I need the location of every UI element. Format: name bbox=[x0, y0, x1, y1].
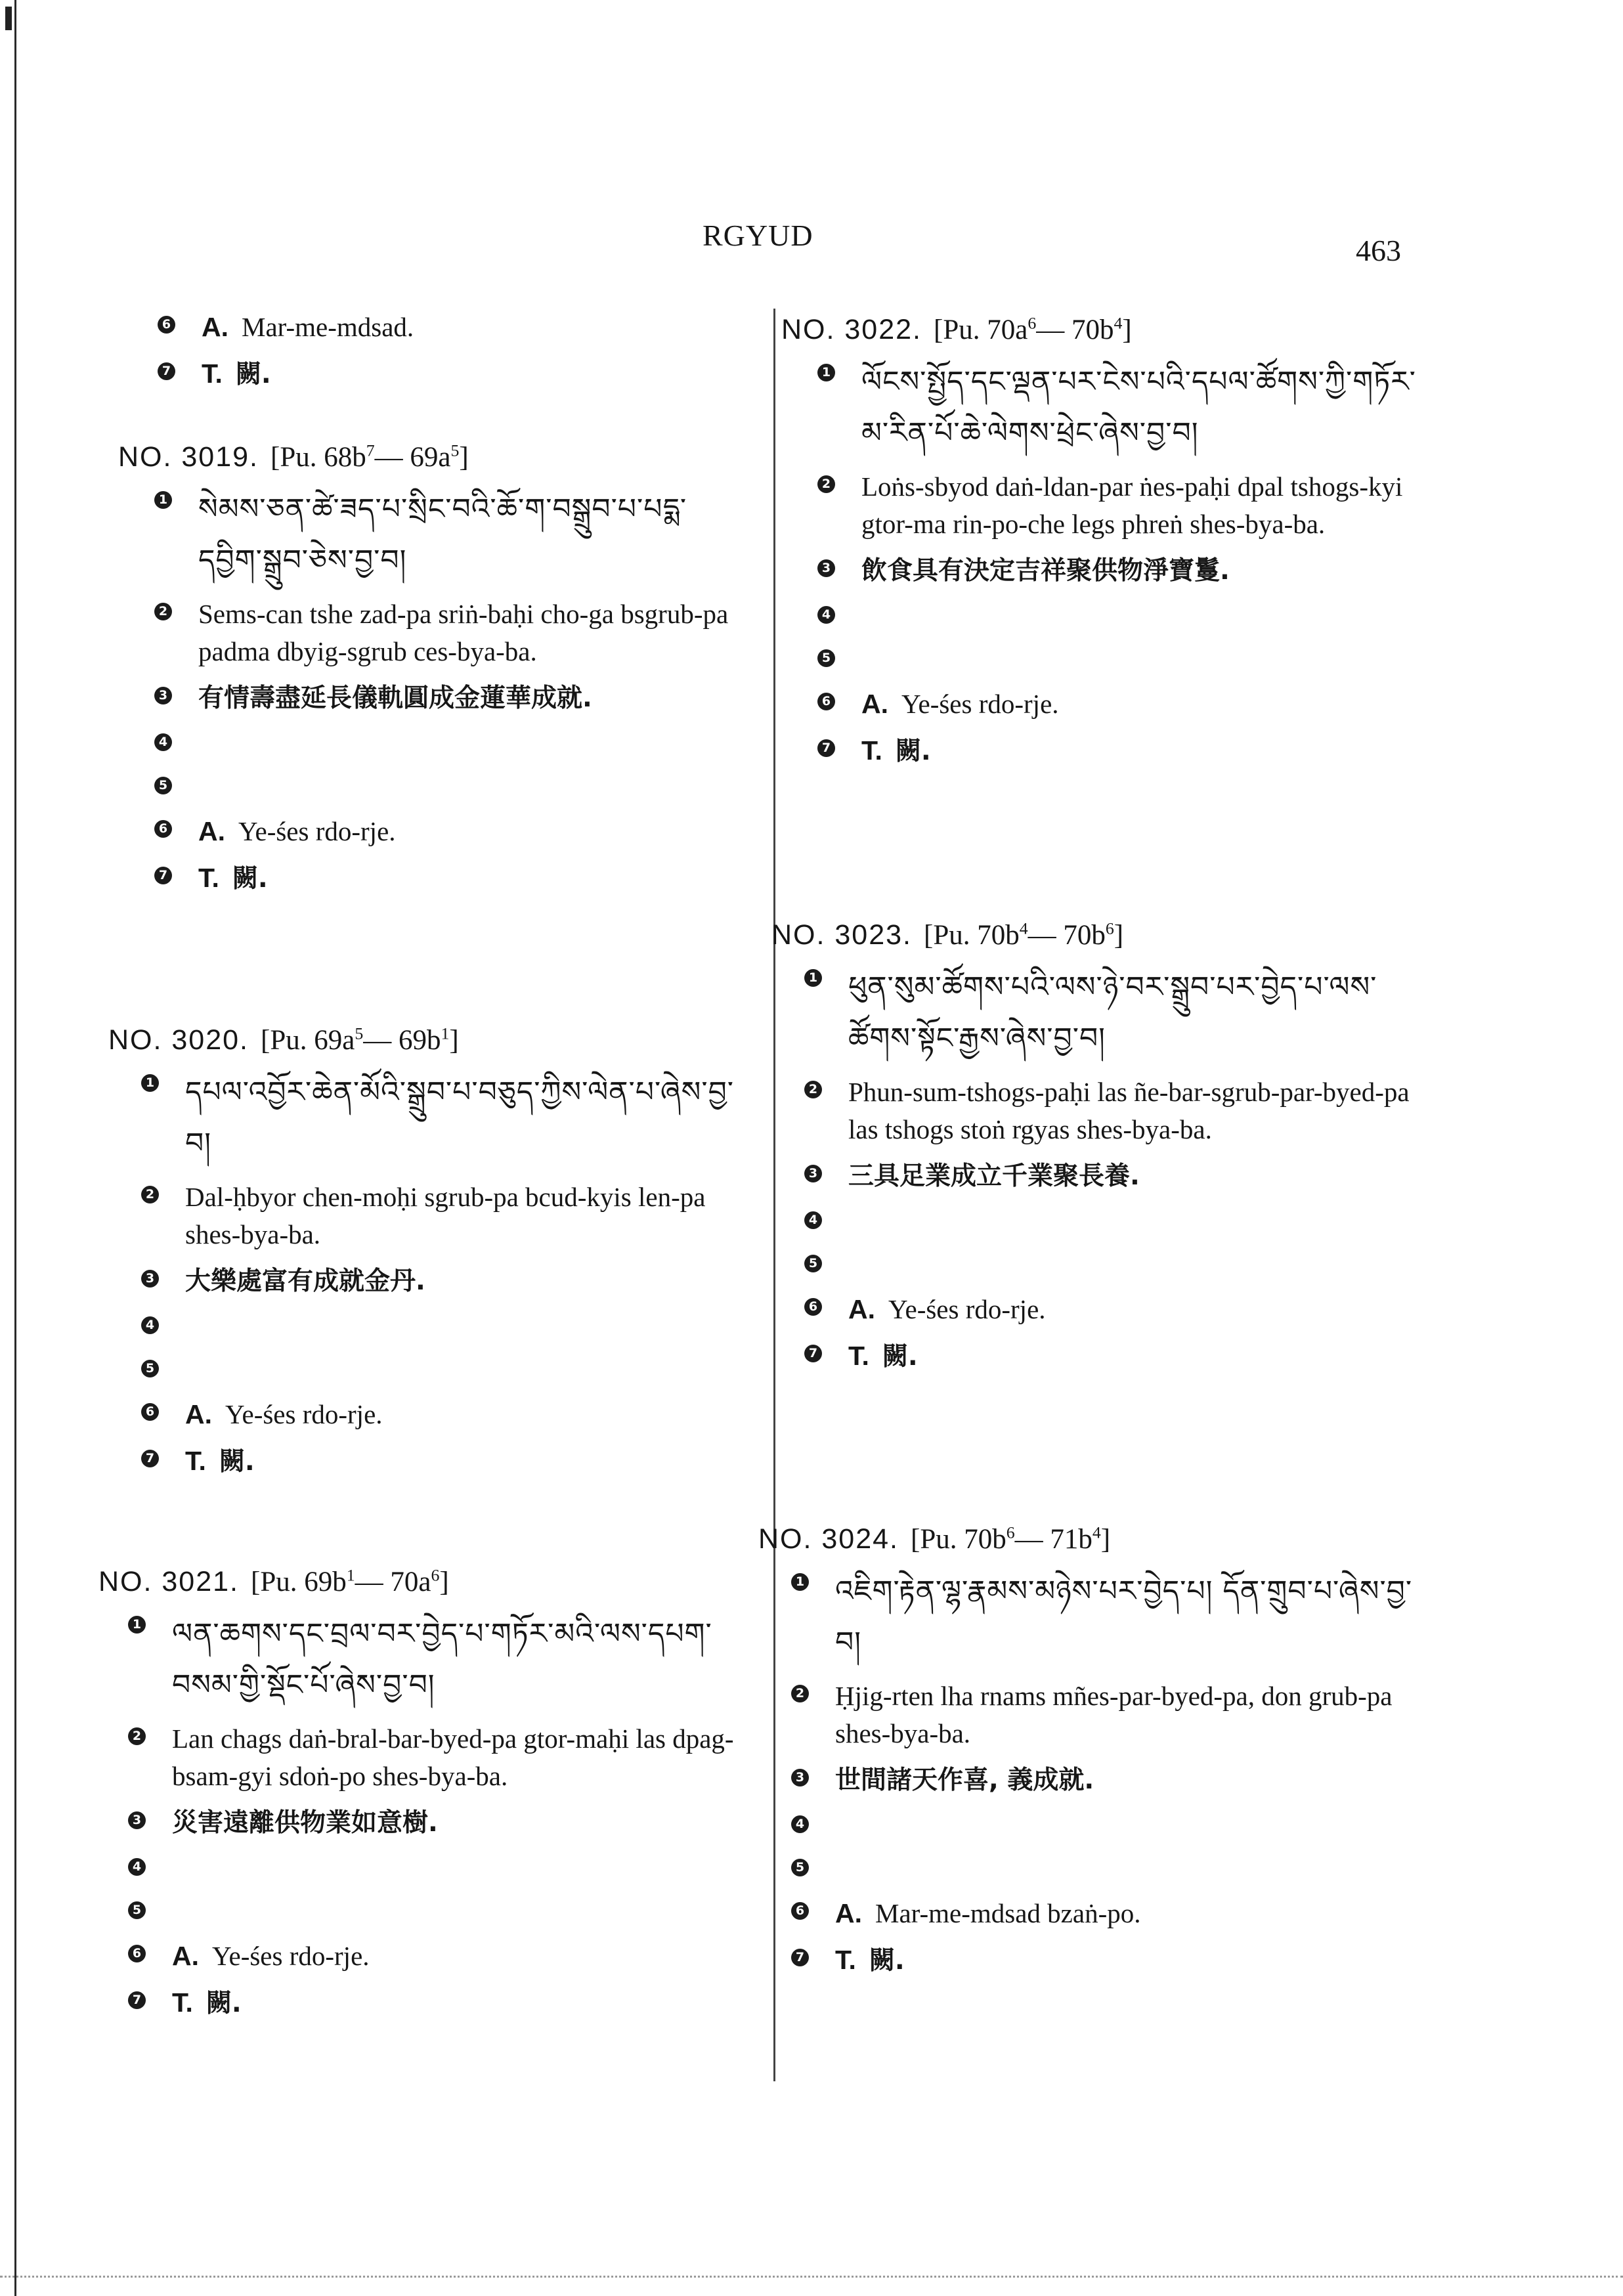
entry-page-ref: [Pu. $70b^6—$ $71b^4$] bbox=[911, 1523, 1111, 1555]
entry-heading bbox=[118, 441, 748, 473]
field-chinese-title bbox=[128, 1804, 748, 1842]
entry-3020 bbox=[108, 1024, 748, 1490]
field-tibetan-title bbox=[128, 1609, 748, 1711]
entry-page-ref: [Pu. $70a^6—$ $70b^4$] bbox=[934, 313, 1132, 345]
field-translator bbox=[158, 355, 748, 393]
entry-heading bbox=[758, 1523, 1435, 1555]
entry-heading bbox=[781, 314, 1438, 346]
entry-heading bbox=[108, 1024, 748, 1056]
author-name: Ye-śes rdo-rje. bbox=[212, 1941, 370, 1971]
marker-7-icon: 7 bbox=[128, 1991, 146, 2009]
field-translator: 7 T. 闕. bbox=[128, 1984, 748, 2022]
field-empty-4 bbox=[791, 1808, 1435, 1842]
field-author bbox=[158, 309, 748, 346]
entry-number: NO. 3022. bbox=[781, 314, 922, 345]
field-author: 6 A. Ye-śes rdo-rje. bbox=[804, 1291, 1435, 1328]
field-empty-4 bbox=[141, 1309, 748, 1343]
field-tibetan-title bbox=[141, 1067, 748, 1169]
author-name: Ye-śes rdo-rje. bbox=[901, 689, 1059, 719]
entry-number: NO. 3020. bbox=[108, 1024, 249, 1056]
chinese-title: 世間諸天作喜, 義成就. bbox=[835, 1765, 1094, 1795]
field-transliteration bbox=[141, 1179, 748, 1253]
transliteration: Lan chags daṅ-bral-bar-byed-pa gtor-maḥi las dpag-bsam-gyi sdoṅ-po shes-bya-ba. bbox=[172, 1723, 734, 1791]
author-name: Mar-me-mdsad. bbox=[242, 312, 414, 342]
marker-7-icon: 7 bbox=[154, 867, 172, 884]
page-corner-mark bbox=[5, 7, 12, 30]
marker-2-icon: 2 bbox=[128, 1727, 146, 1745]
marker-7-icon: 7 bbox=[817, 739, 835, 757]
page-number: 463 bbox=[1356, 234, 1401, 267]
marker-3-icon: 3 bbox=[791, 1769, 809, 1787]
field-transliteration bbox=[154, 596, 748, 670]
marker-2-icon: 2 bbox=[154, 603, 172, 620]
transliteration: Ḥjig-rten lha rnams mñes-par-byed-pa, don grub-pa shes-bya-ba. bbox=[835, 1681, 1393, 1748]
marker-1-icon: 1 bbox=[154, 491, 172, 509]
marker-4-icon: 4 bbox=[817, 606, 835, 624]
tibetan-title: དཔལ་འབྱོར་ཆེན་མོའི་སྒྲུབ་པ་བཅུད་ཀྱིས་ལེན་པ་ཞེས་བྱ་བ། bbox=[185, 1075, 735, 1160]
marker-4-icon: 4 bbox=[141, 1316, 159, 1334]
marker-6-icon: 6 bbox=[128, 1945, 146, 1962]
entry-number: NO. 3023. bbox=[771, 919, 912, 951]
translator-name: 闕. bbox=[882, 1342, 918, 1372]
entry-page-ref: [Pu. $68b^7—$ $69a^5$] bbox=[270, 441, 469, 473]
author-name: Ye-śes rdo-rje. bbox=[225, 1399, 383, 1429]
field-transliteration bbox=[791, 1678, 1435, 1752]
field-translator: 7 T. 闕. bbox=[804, 1337, 1435, 1375]
field-empty-4 bbox=[128, 1851, 748, 1885]
field-transliteration bbox=[817, 468, 1438, 543]
entry-heading bbox=[98, 1566, 748, 1598]
entry-heading bbox=[771, 919, 1435, 951]
field-translator: 7 T. 闕. bbox=[154, 859, 748, 898]
field-tibetan-title bbox=[791, 1566, 1435, 1668]
translator-name: 闕. bbox=[235, 360, 271, 389]
chinese-title: 有情壽盡延長儀軌圓成金蓮華成就. bbox=[198, 683, 592, 713]
translator-name: 闕. bbox=[869, 1946, 905, 1976]
marker-6-icon: 6 bbox=[154, 820, 172, 838]
field-empty-4 bbox=[804, 1204, 1435, 1238]
author-name: Ye-śes rdo-rje. bbox=[238, 816, 396, 846]
tibetan-title: འཇིག་རྟེན་ལྷ་རྣམས་མཉེས་པར་བྱེད་པ། དོན་གྲུབ་པ་ཞེས་བྱ་བ། bbox=[835, 1574, 1413, 1659]
marker-3-icon: 3 bbox=[128, 1811, 146, 1829]
field-chinese-title bbox=[817, 552, 1438, 590]
chinese-title: 災害遠離供物業如意樹. bbox=[172, 1808, 438, 1838]
marker-1-icon: 1 bbox=[128, 1616, 146, 1634]
entry-3019 bbox=[118, 441, 748, 907]
field-tibetan-title bbox=[154, 484, 748, 586]
entry-3024 bbox=[758, 1523, 1435, 1989]
transliteration: Phun-sum-tshogs-paḥi las ñe-bar-sgrub-par-byed-pa las tshogs stoṅ rgyas shes-bya-ba. bbox=[848, 1077, 1410, 1144]
field-empty-5 bbox=[141, 1353, 748, 1387]
page-bottom-edge bbox=[0, 2276, 1623, 2280]
field-empty-4 bbox=[817, 599, 1438, 633]
marker-7-icon: 7 bbox=[158, 362, 175, 380]
field-tibetan-title bbox=[817, 357, 1438, 459]
marker-2-icon: 2 bbox=[141, 1186, 159, 1203]
marker-5-icon: 5 bbox=[804, 1255, 822, 1272]
field-empty-4 bbox=[154, 726, 748, 760]
marker-4-icon: 4 bbox=[804, 1211, 822, 1229]
tibetan-title: ལོངས་སྤྱོད་དང་ལྡན་པར་ངེས་པའི་དཔལ་ཚོགས་ཀྱི་གཏོར་མ་རིན་པོ་ཆེ་ལེགས་ཕྲེང་ཞེས་བྱ་བ། bbox=[861, 365, 1416, 450]
field-chinese-title bbox=[141, 1263, 748, 1300]
marker-1-icon: 1 bbox=[817, 364, 835, 381]
translator-name: 闕. bbox=[895, 737, 931, 766]
transliteration: Loṅs-sbyod daṅ-ldan-par ṅes-paḥi dpal tshogs-kyi gtor-ma rin-po-che legs phreṅ shes-bya-ba. bbox=[861, 471, 1403, 539]
field-author: 6 A. Ye-śes rdo-rje. bbox=[141, 1396, 748, 1433]
page-binding-edge bbox=[14, 0, 16, 2296]
entry-page-ref: [Pu. $69a^5—$ $69b^1$] bbox=[261, 1024, 459, 1056]
entry-page-ref: [Pu. $70b^4—$ $70b^6$] bbox=[924, 919, 1124, 951]
field-transliteration bbox=[804, 1073, 1435, 1148]
field-empty-5 bbox=[128, 1894, 748, 1928]
marker-2-icon: 2 bbox=[791, 1685, 809, 1702]
tibetan-title: ལན་ཆགས་དང་བྲལ་བར་བྱེད་པ་གཏོར་མའི་ལས་དཔག་བསམ་གྱི་སྡོང་པོ་ཞེས་བྱ་བ། bbox=[172, 1617, 712, 1702]
field-author: 6 A. Ye-śes rdo-rje. bbox=[154, 813, 748, 850]
field-translator: 7 T. 闕. bbox=[141, 1442, 748, 1481]
marker-5-icon: 5 bbox=[817, 649, 835, 667]
marker-2-icon: 2 bbox=[817, 475, 835, 493]
translator-label: T. bbox=[202, 358, 223, 389]
transliteration: Dal-ḥbyor chen-moḥi sgrub-pa bcud-kyis len-pa shes-bya-ba. bbox=[185, 1182, 706, 1249]
field-empty-5 bbox=[791, 1852, 1435, 1886]
author-name: Mar-me-mdsad bzaṅ-po. bbox=[875, 1898, 1141, 1928]
marker-4-icon: 4 bbox=[128, 1858, 146, 1876]
marker-6-icon: 6 bbox=[791, 1902, 809, 1920]
marker-4-icon: 4 bbox=[791, 1815, 809, 1833]
field-translator: 7 T. 闕. bbox=[791, 1941, 1435, 1980]
entry-3023 bbox=[771, 919, 1435, 1385]
marker-6-icon: 6 bbox=[158, 316, 175, 334]
field-empty-5 bbox=[817, 642, 1438, 676]
field-author: 6 A. Ye-śes rdo-rje. bbox=[817, 685, 1438, 723]
entry-number: NO. 3019. bbox=[118, 441, 259, 473]
field-author: 6 A. Mar-me-mdsad bzaṅ-po. bbox=[791, 1895, 1435, 1932]
transliteration: Sems-can tshe zad-pa sriṅ-baḥi cho-ga bsgrub-pa padma dbyig-sgrub ces-bya-ba. bbox=[198, 599, 729, 666]
field-chinese-title bbox=[154, 680, 748, 717]
chinese-title: 大樂處富有成就金丹. bbox=[185, 1267, 425, 1296]
field-empty-5 bbox=[804, 1247, 1435, 1282]
marker-1-icon: 1 bbox=[141, 1074, 159, 1092]
author-name: Ye-śes rdo-rje. bbox=[888, 1294, 1046, 1324]
tibetan-title: ཕུན་སུམ་ཚོགས་པའི་ལས་ཉེ་བར་སྒྲུབ་པར་བྱེད་པ་ལས་ཚོགས་སྟོང་རྒྱས་ཞེས་བྱ་བ། bbox=[848, 970, 1377, 1055]
marker-5-icon: 5 bbox=[128, 1901, 146, 1919]
translator-name: 闕. bbox=[232, 864, 268, 894]
field-empty-5 bbox=[154, 769, 748, 804]
field-transliteration bbox=[128, 1720, 748, 1795]
entry-3021 bbox=[98, 1566, 748, 2031]
running-header: RGYUD bbox=[703, 219, 813, 252]
marker-4-icon: 4 bbox=[154, 733, 172, 751]
entry-number: NO. 3021. bbox=[98, 1566, 239, 1597]
author-label: A. bbox=[202, 312, 228, 342]
marker-7-icon: 7 bbox=[141, 1450, 159, 1467]
marker-3-icon: 3 bbox=[154, 687, 172, 704]
marker-1-icon: 1 bbox=[791, 1573, 809, 1591]
translator-name: 闕. bbox=[219, 1447, 255, 1477]
entry-continuation bbox=[158, 309, 748, 402]
marker-7-icon: 7 bbox=[804, 1345, 822, 1362]
translator-name: 闕. bbox=[206, 1989, 242, 2018]
tibetan-title: སེམས་ཅན་ཚེ་ཟད་པ་སྲིང་བའི་ཆོ་ག་བསྒྲུབ་པ་པདྨ་དབྱིག་སྒྲུབ་ཅེས་བྱ་བ། bbox=[198, 492, 687, 577]
chinese-title: 三具足業成立千業聚長養. bbox=[848, 1161, 1140, 1191]
marker-3-icon: 3 bbox=[804, 1165, 822, 1182]
entry-number: NO. 3024. bbox=[758, 1523, 899, 1555]
entry-3022 bbox=[781, 314, 1438, 779]
marker-7-icon: 7 bbox=[791, 1949, 809, 1966]
marker-5-icon: 5 bbox=[791, 1859, 809, 1876]
marker-2-icon: 2 bbox=[804, 1081, 822, 1098]
marker-6-icon: 6 bbox=[804, 1298, 822, 1316]
marker-5-icon: 5 bbox=[141, 1360, 159, 1377]
field-chinese-title bbox=[804, 1158, 1435, 1195]
field-translator: 7 T. 闕. bbox=[817, 732, 1438, 770]
field-chinese-title bbox=[791, 1762, 1435, 1799]
marker-6-icon: 6 bbox=[817, 693, 835, 710]
chinese-title: 飲食具有決定吉祥聚供物淨寶鬘. bbox=[861, 556, 1230, 586]
marker-5-icon: 5 bbox=[154, 777, 172, 794]
field-tibetan-title bbox=[804, 962, 1435, 1064]
field-author: 6 A. Ye-śes rdo-rje. bbox=[128, 1938, 748, 1975]
marker-3-icon: 3 bbox=[817, 559, 835, 577]
marker-6-icon: 6 bbox=[141, 1403, 159, 1421]
entry-page-ref: [Pu. $69b^1—$ $70a^6$] bbox=[251, 1565, 449, 1597]
marker-3-icon: 3 bbox=[141, 1270, 159, 1288]
marker-1-icon: 1 bbox=[804, 969, 822, 987]
